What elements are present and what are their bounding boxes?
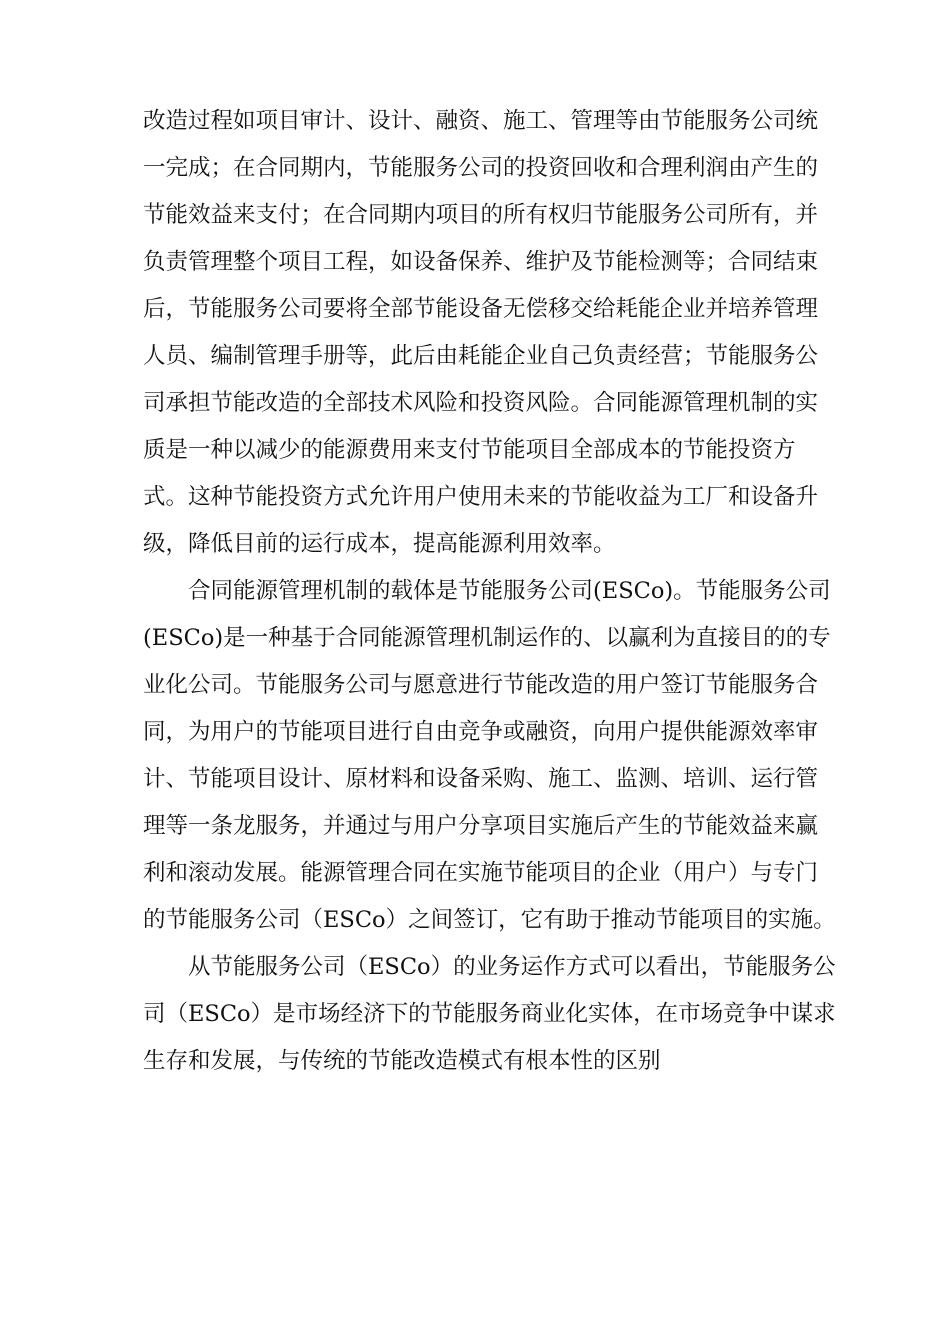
- text-line: 级，降低目前的运行成本，提高能源利用效率。: [143, 531, 616, 557]
- text-line: 从节能服务公司（ESCo）的业务运作方式可以看出，节能服务公: [143, 954, 836, 980]
- text-line: 利和滚动发展。能源管理合同在实施节能项目的企业（用户）与专门: [143, 860, 819, 886]
- text-line: 司承担节能改造的全部技术风险和投资风险。合同能源管理机制的实: [143, 390, 819, 416]
- text-line: 的节能服务公司（ESCo）之间签订，它有助于推动节能项目的实施。: [143, 907, 836, 933]
- text-line: 节能效益来支付；在合同期内项目的所有权归节能服务公司所有，并: [143, 202, 819, 228]
- paragraph-1: [143, 98, 823, 568]
- text-line: 后，节能服务公司要将全部节能设备无偿移交给耗能企业并培养管理: [143, 296, 819, 322]
- text-line: 负责管理整个项目工程，如设备保养、维护及节能检测等；合同结束: [143, 249, 819, 275]
- text-line: 生存和发展，与传统的节能改造模式有根本性的区别: [143, 1048, 661, 1074]
- paragraph-2: [143, 568, 836, 944]
- body-text: [143, 98, 836, 1085]
- text-line: 司（ESCo）是市场经济下的节能服务商业化实体，在市场竞争中谋求: [143, 1001, 836, 1027]
- text-line: 合同能源管理机制的载体是节能服务公司(ESCo)。节能服务公司: [143, 578, 831, 604]
- text-line: 理等一条龙服务，并通过与用户分享项目实施后产生的节能效益来赢: [143, 813, 819, 839]
- text-line: 同，为用户的节能项目进行自由竞争或融资，向用户提供能源效率审: [143, 719, 819, 745]
- text-line: 人员、编制管理手册等，此后由耗能企业自己负责经营；节能服务公: [143, 343, 819, 369]
- text-line: 业化公司。节能服务公司与愿意进行节能改造的用户签订节能服务合: [143, 672, 819, 698]
- text-line: (ESCo)是一种基于合同能源管理机制运作的、以赢利为直接目的的专: [143, 625, 831, 651]
- text-line: 一完成；在合同期内，节能服务公司的投资回收和合理利润由产生的: [143, 155, 819, 181]
- paragraph-3: [143, 944, 836, 1085]
- text-line: 计、节能项目设计、原材料和设备采购、施工、监测、培训、运行管: [143, 766, 819, 792]
- text-line: 质是一种以减少的能源费用来支付节能项目全部成本的节能投资方: [143, 437, 796, 463]
- text-line: 式。这种节能投资方式允许用户使用未来的节能收益为工厂和设备升: [143, 484, 819, 510]
- text-line: 改造过程如项目审计、设计、融资、施工、管理等由节能服务公司统: [143, 108, 819, 134]
